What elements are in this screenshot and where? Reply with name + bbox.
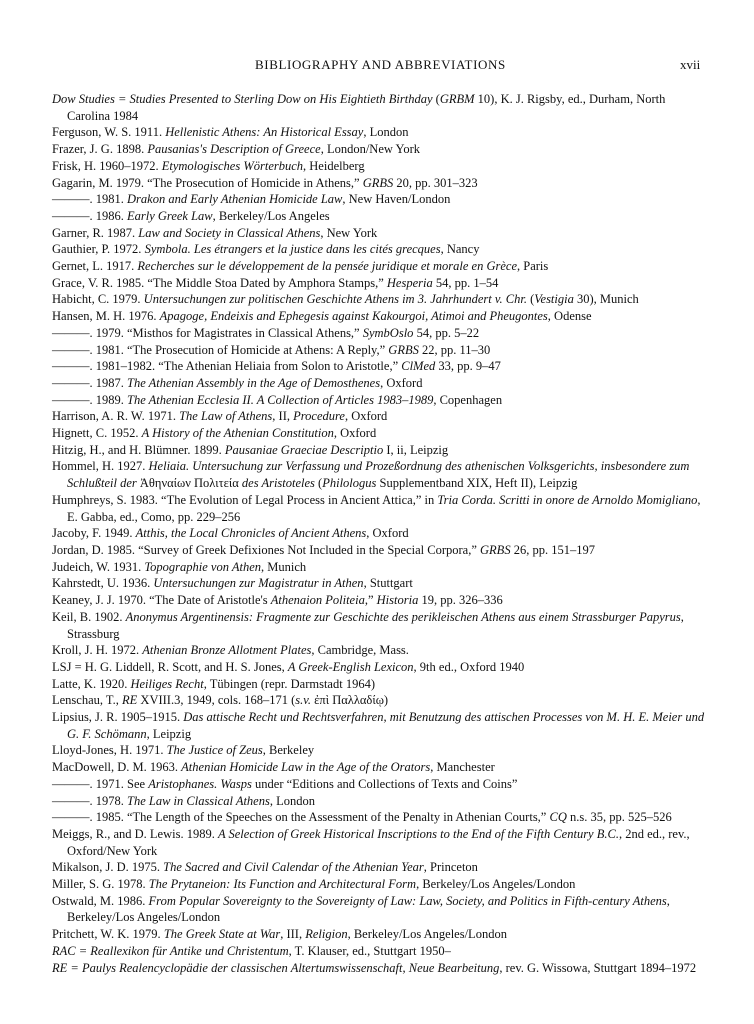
entry-title-text: CQ: [549, 810, 567, 825]
bibliography-entry: [52, 876, 708, 893]
entry-title-text: Hesperia: [386, 275, 433, 290]
bibliography-entry: [52, 826, 708, 859]
entry-text: , Odense: [547, 309, 592, 324]
entry-text: , Strassburg: [67, 609, 684, 641]
entry-text: , T. Klauser, ed., Stuttgart 1950–: [288, 943, 451, 958]
entry-title-text: Atthis, the Local Chronicles of Ancient Athens: [135, 526, 367, 541]
bibliography-entry: [52, 859, 708, 876]
entry-text: Keil, B. 1902.: [52, 609, 126, 624]
bibliography-entry: [52, 392, 708, 409]
entry-title-text: Dow Studies = Studies Presented to Sterling Dow on His Eightieth Birthday: [52, 92, 433, 106]
entry-text: , rev. G. Wissowa, Stuttgart 1894–1972: [499, 960, 697, 975]
entry-text: , Berkeley/Los Angeles/London: [347, 927, 507, 942]
entry-text: 26, pp. 151–197: [510, 542, 595, 557]
entry-text: , Oxford: [344, 409, 388, 424]
bibliography-entry: [52, 375, 708, 392]
entry-text: Hansen, M. H. 1976.: [52, 309, 160, 324]
entry-text: Hitzig, H., and H. Blümner. 1899.: [52, 442, 225, 457]
entry-title-text: Pausanias's Description of Greece: [147, 142, 321, 157]
entry-title-text: Untersuchungen zur politischen Geschichte Athens im 3. Jahrhundert v. Chr.: [143, 292, 527, 307]
entry-text: ———. 1987.: [52, 375, 127, 390]
entry-title-text: RAC = Reallexikon für Antike und Christentum: [52, 943, 289, 958]
entry-text: , 9th ed., Oxford 1940: [413, 659, 525, 674]
entry-title-text: Heiliges Recht: [130, 676, 204, 691]
bibliography-entry: [52, 709, 708, 742]
entry-text: Gagarin, M. 1979. “The Prosecution of Homicide in Athens,”: [52, 175, 363, 190]
bibliography-entry: [52, 325, 708, 342]
entry-text: Harrison, A. R. W. 1971.: [52, 409, 180, 424]
entry-text: ———. 1981.: [52, 192, 127, 207]
entry-text: ———. 1986.: [52, 208, 127, 223]
entry-title-text: RE: [122, 693, 138, 708]
entry-text: Mikalson, J. D. 1975.: [52, 860, 164, 875]
bibliography-entry: [52, 809, 708, 826]
entry-title-text: Heliaia. Untersuchung zur Verfassung und Prozeßordnung des athenischen Volksgerichts, insbesondere zum Schlußteil der: [67, 459, 690, 491]
bibliography-entry: [52, 642, 708, 659]
entry-title-text: Drakon and Early Athenian Homicide Law: [127, 192, 343, 207]
entry-text: 54, pp. 5–22: [413, 325, 480, 340]
bibliography-entry: [52, 291, 708, 308]
entry-text: Meiggs, R., and D. Lewis. 1989.: [52, 826, 218, 841]
bibliography-entry: [52, 358, 708, 375]
entry-text: Frazer, J. G. 1898.: [52, 142, 148, 157]
entry-text: Gernet, L. 1917.: [52, 259, 138, 274]
entry-title-text: Recherches sur le développement de la pensée juridique et morale en Grèce: [137, 259, 518, 274]
entry-text: Kroll, J. H. 1972.: [52, 643, 143, 658]
bibliography-entry: [52, 191, 708, 208]
entry-title-text: A Greek-English Lexicon: [287, 659, 414, 674]
entry-text: , Stuttgart: [363, 576, 413, 591]
bibliography-entry: [52, 458, 708, 491]
bibliography-entry: [52, 308, 708, 325]
entry-title-text: Apagoge, Endeixis and Ephegesis against Kakourgoi, Atimoi and Pheugontes: [159, 309, 548, 324]
entry-text: Jordan, D. 1985. “Survey of Greek Defixiones Not Included in the Special Corpora,”: [52, 542, 481, 557]
entry-text: Judeich, W. 1931.: [52, 559, 145, 574]
entry-title-text: Historia: [376, 593, 419, 608]
entry-text: , Munich: [261, 559, 307, 574]
entry-text: n.s. 35, pp. 525–526: [566, 810, 672, 825]
entry-title-text: Symbola. Les étrangers et la justice dans les cités grecques: [144, 242, 441, 257]
entry-title-text: The Law in Classical Athens: [127, 793, 270, 808]
entry-text: Lipsius, J. R. 1905–1915.: [52, 710, 184, 725]
entry-title-text: RE = Paulys Realencyclopädie der classischen Altertumswissenschaft, Neue Bearbeitung: [52, 960, 500, 975]
bibliography-entry: [52, 208, 708, 225]
entry-text: , Berkeley/Los Angeles: [212, 208, 330, 223]
entry-text: Garner, R. 1987.: [52, 225, 139, 240]
entry-text: ———. 1981. “The Prosecution of Homicide at Athens: A Reply,”: [52, 342, 389, 357]
entry-text: 54, pp. 1–54: [432, 275, 499, 290]
entry-title-text: GRBS: [388, 342, 419, 357]
entry-text: 33, pp. 9–47: [435, 359, 501, 374]
bibliography-entry: [52, 408, 708, 425]
entry-text: Keaney, J. J. 1970. “The Date of Aristotle's: [52, 593, 271, 608]
entry-text: , II,: [272, 409, 294, 424]
entry-text: Miller, S. G. 1978.: [52, 877, 149, 892]
entry-title-text: The Athenian Ecclesia II. A Collection of Articles 1983–1989: [127, 392, 434, 407]
entry-title-text: The Prytaneion: Its Function and Architectural Form: [148, 877, 417, 892]
bibliography-entry: [52, 893, 708, 926]
bibliography-entry: [52, 759, 708, 776]
entry-text: , E. Gabba, ed., Como, pp. 229–256: [67, 492, 701, 524]
entry-title-text: Aristophanes. Wasps: [148, 776, 252, 791]
entry-text: ἐπὶ Παλλαδίῳ): [311, 693, 389, 708]
entry-text: ———. 1981–1982. “The Athenian Heliaia from Solon to Aristotle,”: [52, 359, 402, 374]
bibliography-entry: [52, 225, 708, 242]
entry-text: XVIII.3, 1949, cols. 168–171 (: [137, 693, 296, 708]
entry-text: , Berkeley/Los Angeles/London: [67, 893, 670, 925]
entry-text: ———. 1989.: [52, 392, 127, 407]
bibliography-entry: [52, 926, 708, 943]
entry-text: , New Haven/London: [342, 192, 451, 207]
entry-text: , Heidelberg: [303, 158, 365, 173]
bibliography-entry: [52, 241, 708, 258]
entry-title-text: The Greek State at War: [163, 927, 281, 942]
bibliography-entry: [52, 525, 708, 542]
entry-text: , Leipzig: [146, 726, 192, 741]
entry-text: MacDowell, D. M. 1963.: [52, 760, 182, 775]
entry-title-text: s.v.: [295, 693, 312, 708]
entry-text: , Nancy: [440, 242, 480, 257]
bibliography-list: [52, 91, 708, 976]
bibliography-entry: [52, 676, 708, 693]
entry-text: ———. 1971. See: [52, 776, 149, 791]
entry-text: , Copenhagen: [433, 392, 503, 407]
entry-text: , Princeton: [423, 860, 478, 875]
entry-text: Frisk, H. 1960–1972.: [52, 158, 162, 173]
bibliography-entry: [52, 659, 708, 676]
entry-title-text: GRBS: [480, 542, 511, 557]
entry-text: Kahrstedt, U. 1936.: [52, 576, 154, 591]
entry-title-text: The Law of Athens: [179, 409, 273, 424]
entry-title-text: Athenaion Politeia: [270, 593, 365, 608]
entry-text: Ἀθηναίων Πολιτεία: [136, 476, 242, 491]
entry-title-text: The Sacred and Civil Calendar of the Athenian Year: [163, 860, 424, 875]
entry-text: under “Editions and Collections of Texts and Coins”: [251, 776, 518, 791]
entry-title-text: Early Greek Law: [127, 208, 213, 223]
entry-title-text: Anonymus Argentinensis: Fragmente zur Geschichte des perikleischen Athens aus einem Strassburger Papyrus: [125, 609, 681, 624]
entry-title-text: Athenian Homicide Law in the Age of the Orators: [181, 760, 431, 775]
entry-text: , Oxford: [366, 526, 409, 541]
entry-text: 19, pp. 326–336: [418, 593, 503, 608]
bibliography-entry: [52, 175, 708, 192]
bibliography-entry: [52, 342, 708, 359]
bibliography-entry: [52, 91, 708, 124]
entry-text: Supplementband XIX, Heft II), Leipzig: [376, 476, 578, 491]
entry-title-text: Das attische Recht und Rechtsverfahren, mit Benutzung des attischen Processes von M. H. E. Meier und G. F. Schömann: [67, 710, 705, 741]
entry-text: Lenschau, T.,: [52, 693, 123, 708]
entry-text: , Tübingen (repr. Darmstadt 1964): [203, 676, 375, 691]
entry-text: , Paris: [517, 259, 549, 274]
entry-title-text: SymbOslo: [362, 325, 414, 340]
entry-title-text: Athenian Bronze Allotment Plates: [142, 643, 312, 658]
entry-text: LSJ = H. G. Liddell, R. Scott, and H. S. Jones,: [52, 659, 288, 674]
entry-text: Latte, K. 1920.: [52, 676, 131, 691]
bibliography-entry: [52, 776, 708, 793]
bibliography-entry: [52, 442, 708, 459]
entry-text: Hommel, H. 1927.: [52, 459, 149, 474]
bibliography-entry: [52, 158, 708, 175]
entry-text: , New York: [320, 225, 378, 240]
entry-title-text: The Justice of Zeus: [166, 743, 263, 758]
entry-title-text: Vestigia: [534, 292, 574, 307]
bibliography-entry: [52, 559, 708, 576]
entry-text: ———. 1979. “Misthos for Magistrates in Classical Athens,”: [52, 325, 363, 340]
entry-text: , Berkeley/Los Angeles/London: [416, 877, 576, 892]
entry-title-text: Philologus: [322, 476, 377, 491]
entry-text: I, ii, Leipzig: [383, 442, 449, 457]
entry-text: Lloyd-Jones, H. 1971.: [52, 743, 167, 758]
bibliography-entry: [52, 609, 708, 642]
entry-text: ———. 1978.: [52, 793, 127, 808]
entry-text: (: [526, 292, 535, 307]
entry-text: 10), K. J. Rigsby, ed., Durham, North Carolina 1984: [67, 92, 666, 123]
entry-title-text: The Athenian Assembly in the Age of Demosthenes: [127, 375, 381, 390]
page-number: xvii: [680, 57, 701, 72]
bibliography-entry: [52, 258, 708, 275]
entry-text: ,”: [364, 593, 377, 608]
bibliography-entry: [52, 960, 708, 977]
bibliography-entry: [52, 575, 708, 592]
entry-text: , Cambridge, Mass.: [311, 643, 409, 658]
entry-text: Humphreys, S. 1983. “The Evolution of Legal Process in Ancient Attica,” in: [52, 492, 438, 507]
entry-title-text: A Selection of Greek Historical Inscriptions to the End of the Fifth Century B.C.: [217, 826, 619, 841]
entry-title-text: ClMed: [401, 359, 436, 374]
entry-text: , London: [363, 125, 409, 140]
entry-text: , London: [269, 793, 315, 808]
entry-text: , III,: [280, 927, 306, 942]
entry-text: Pritchett, W. K. 1979.: [52, 927, 164, 942]
bibliography-entry: [52, 492, 708, 525]
entry-title-text: Religion: [305, 927, 348, 942]
bibliography-entry: [52, 592, 708, 609]
entry-text: , Oxford: [333, 426, 377, 441]
entry-text: (: [314, 476, 323, 491]
bibliography-entry: [52, 141, 708, 158]
bibliography-entry: [52, 542, 708, 559]
entry-text: , Oxford: [380, 375, 423, 390]
entry-text: ———. 1985. “The Length of the Speeches on the Assessment of the Penalty in Athenian Courts,”: [52, 810, 550, 825]
bibliography-entry: [52, 425, 708, 442]
entry-text: 30), Munich: [573, 292, 639, 307]
entry-title-text: Tria Corda. Scritti in onore de Arnoldo Momigliano: [437, 492, 698, 507]
entry-text: 20, pp. 301–323: [393, 175, 478, 190]
entry-title-text: Law and Society in Classical Athens: [138, 225, 321, 240]
entry-title-text: des Aristoteles: [241, 476, 315, 491]
entry-title-text: A History of the Athenian Constitution: [141, 426, 334, 441]
entry-text: Ostwald, M. 1986.: [52, 893, 149, 908]
bibliography-entry: [52, 692, 708, 709]
entry-text: Jacoby, F. 1949.: [52, 526, 136, 541]
entry-text: Habicht, C. 1979.: [52, 292, 144, 307]
entry-title-text: From Popular Sovereignty to the Sovereignty of Law: Law, Society, and Politics in Fifth-century Athens: [148, 893, 667, 908]
entry-title-text: Pausaniae Graeciae Descriptio: [224, 442, 384, 457]
entry-text: Hignett, C. 1952.: [52, 426, 142, 441]
entry-title-text: Hellenistic Athens: An Historical Essay: [165, 125, 364, 140]
entry-text: , Manchester: [430, 760, 495, 775]
page-title: BIBLIOGRAPHY AND ABBREVIATIONS: [255, 57, 506, 72]
bibliography-entry: [52, 943, 708, 960]
entry-text: 22, pp. 11–30: [418, 342, 491, 357]
entry-text: , Berkeley: [262, 743, 315, 758]
entry-text: Ferguson, W. S. 1911.: [52, 125, 166, 140]
bibliography-entry: [52, 275, 708, 292]
entry-title-text: GRBM: [439, 92, 475, 106]
entry-title-text: Procedure: [293, 409, 345, 424]
entry-text: Gauthier, P. 1972.: [52, 242, 145, 257]
bibliography-entry: [52, 124, 708, 141]
entry-title-text: Topographie von Athen: [144, 559, 262, 574]
entry-text: (: [432, 92, 440, 106]
entry-title-text: Untersuchungen zur Magistratur in Athen: [153, 576, 364, 591]
bibliography-entry: [52, 742, 708, 759]
entry-title-text: GRBS: [362, 175, 394, 190]
entry-text: Grace, V. R. 1985. “The Middle Stoa Dated by Amphora Stamps,”: [52, 275, 387, 290]
bibliography-entry: [52, 793, 708, 810]
running-header: [0, 57, 754, 77]
entry-title-text: Etymologisches Wörterbuch: [161, 158, 304, 173]
entry-text: , 2nd ed., rev., Oxford/New York: [67, 826, 690, 858]
entry-text: , London/New York: [320, 142, 420, 157]
